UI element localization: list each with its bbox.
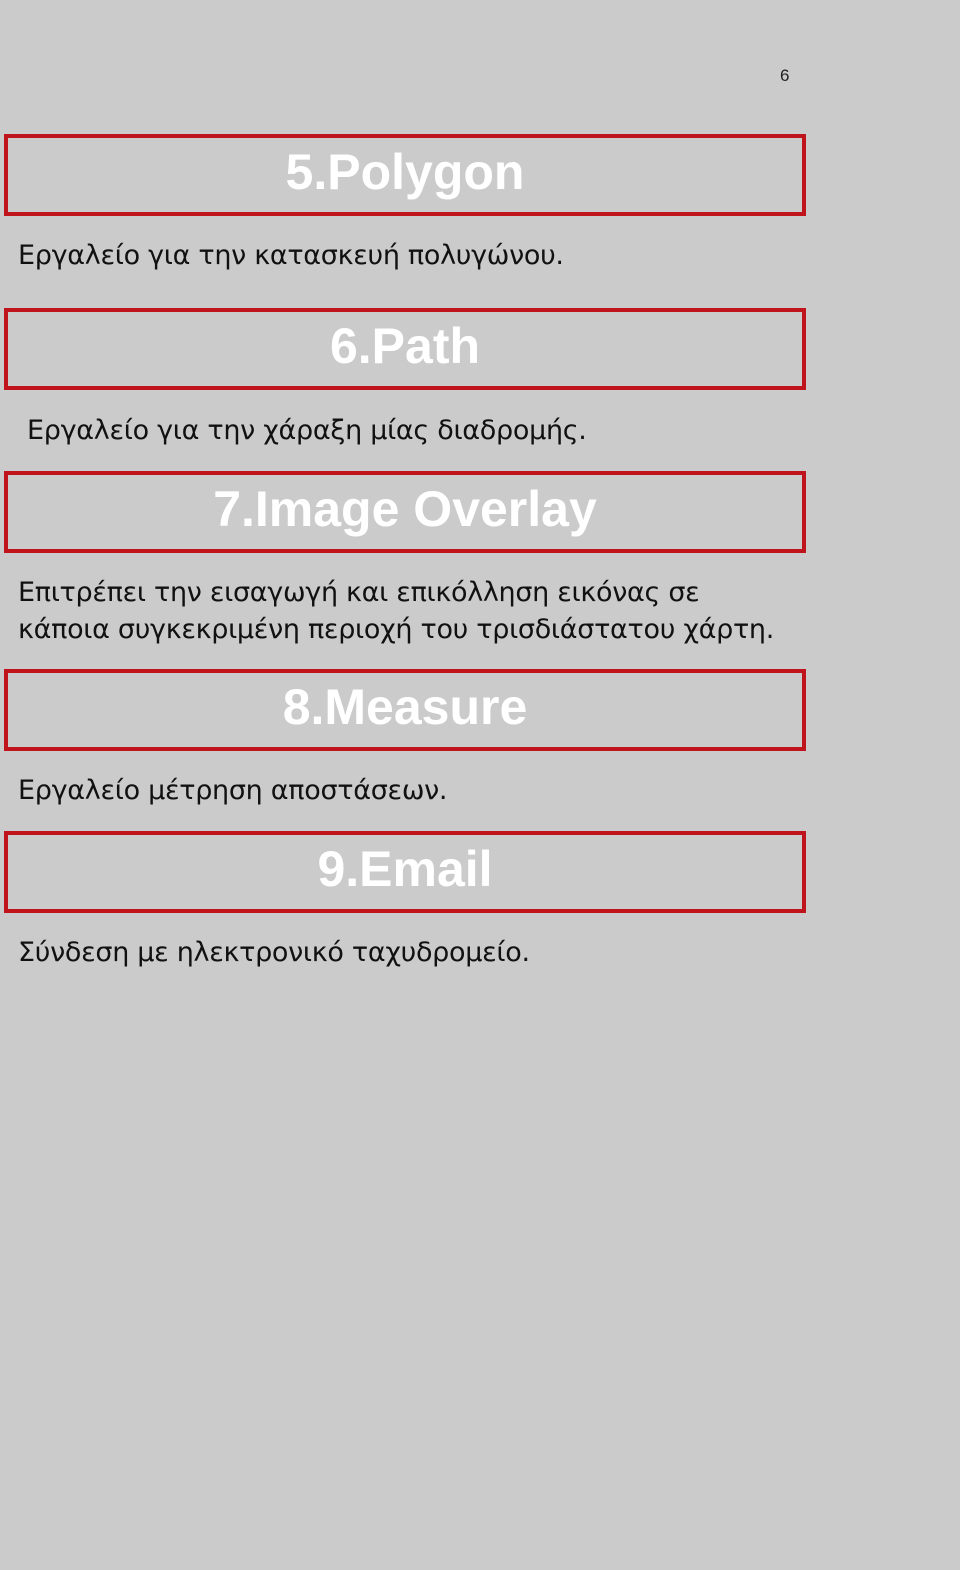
section-description: Εργαλείο για την κατασκευή πολυγώνου. xyxy=(18,240,564,271)
section-title: 6.Path xyxy=(329,318,481,374)
section-description: Επιτρέπει την εισαγωγή και επικόλληση εικόνας σε κάποια συγκεκριμένη περιοχή του τρισδιάστατου χάρτη. xyxy=(18,577,774,645)
section-description: Σύνδεση με ηλεκτρονικό ταχυδρομείο. xyxy=(18,937,530,968)
section-title: 5.Polygon xyxy=(285,144,525,200)
section-heading-box xyxy=(4,669,806,751)
section-heading-box xyxy=(4,831,806,913)
section-title: 7.Image Overlay xyxy=(213,481,597,537)
section-title: 8.Measure xyxy=(282,679,528,735)
section-description: Εργαλείο μέτρηση αποστάσεων. xyxy=(18,775,448,806)
page-number: 6 xyxy=(780,66,790,85)
section-description: Εργαλείο για την χάραξη μίας διαδρομής. xyxy=(27,415,587,446)
section-heading-box xyxy=(4,308,806,390)
section-heading-box xyxy=(4,471,806,553)
section-heading-box xyxy=(4,134,806,216)
section-title: 9.Email xyxy=(317,841,493,897)
